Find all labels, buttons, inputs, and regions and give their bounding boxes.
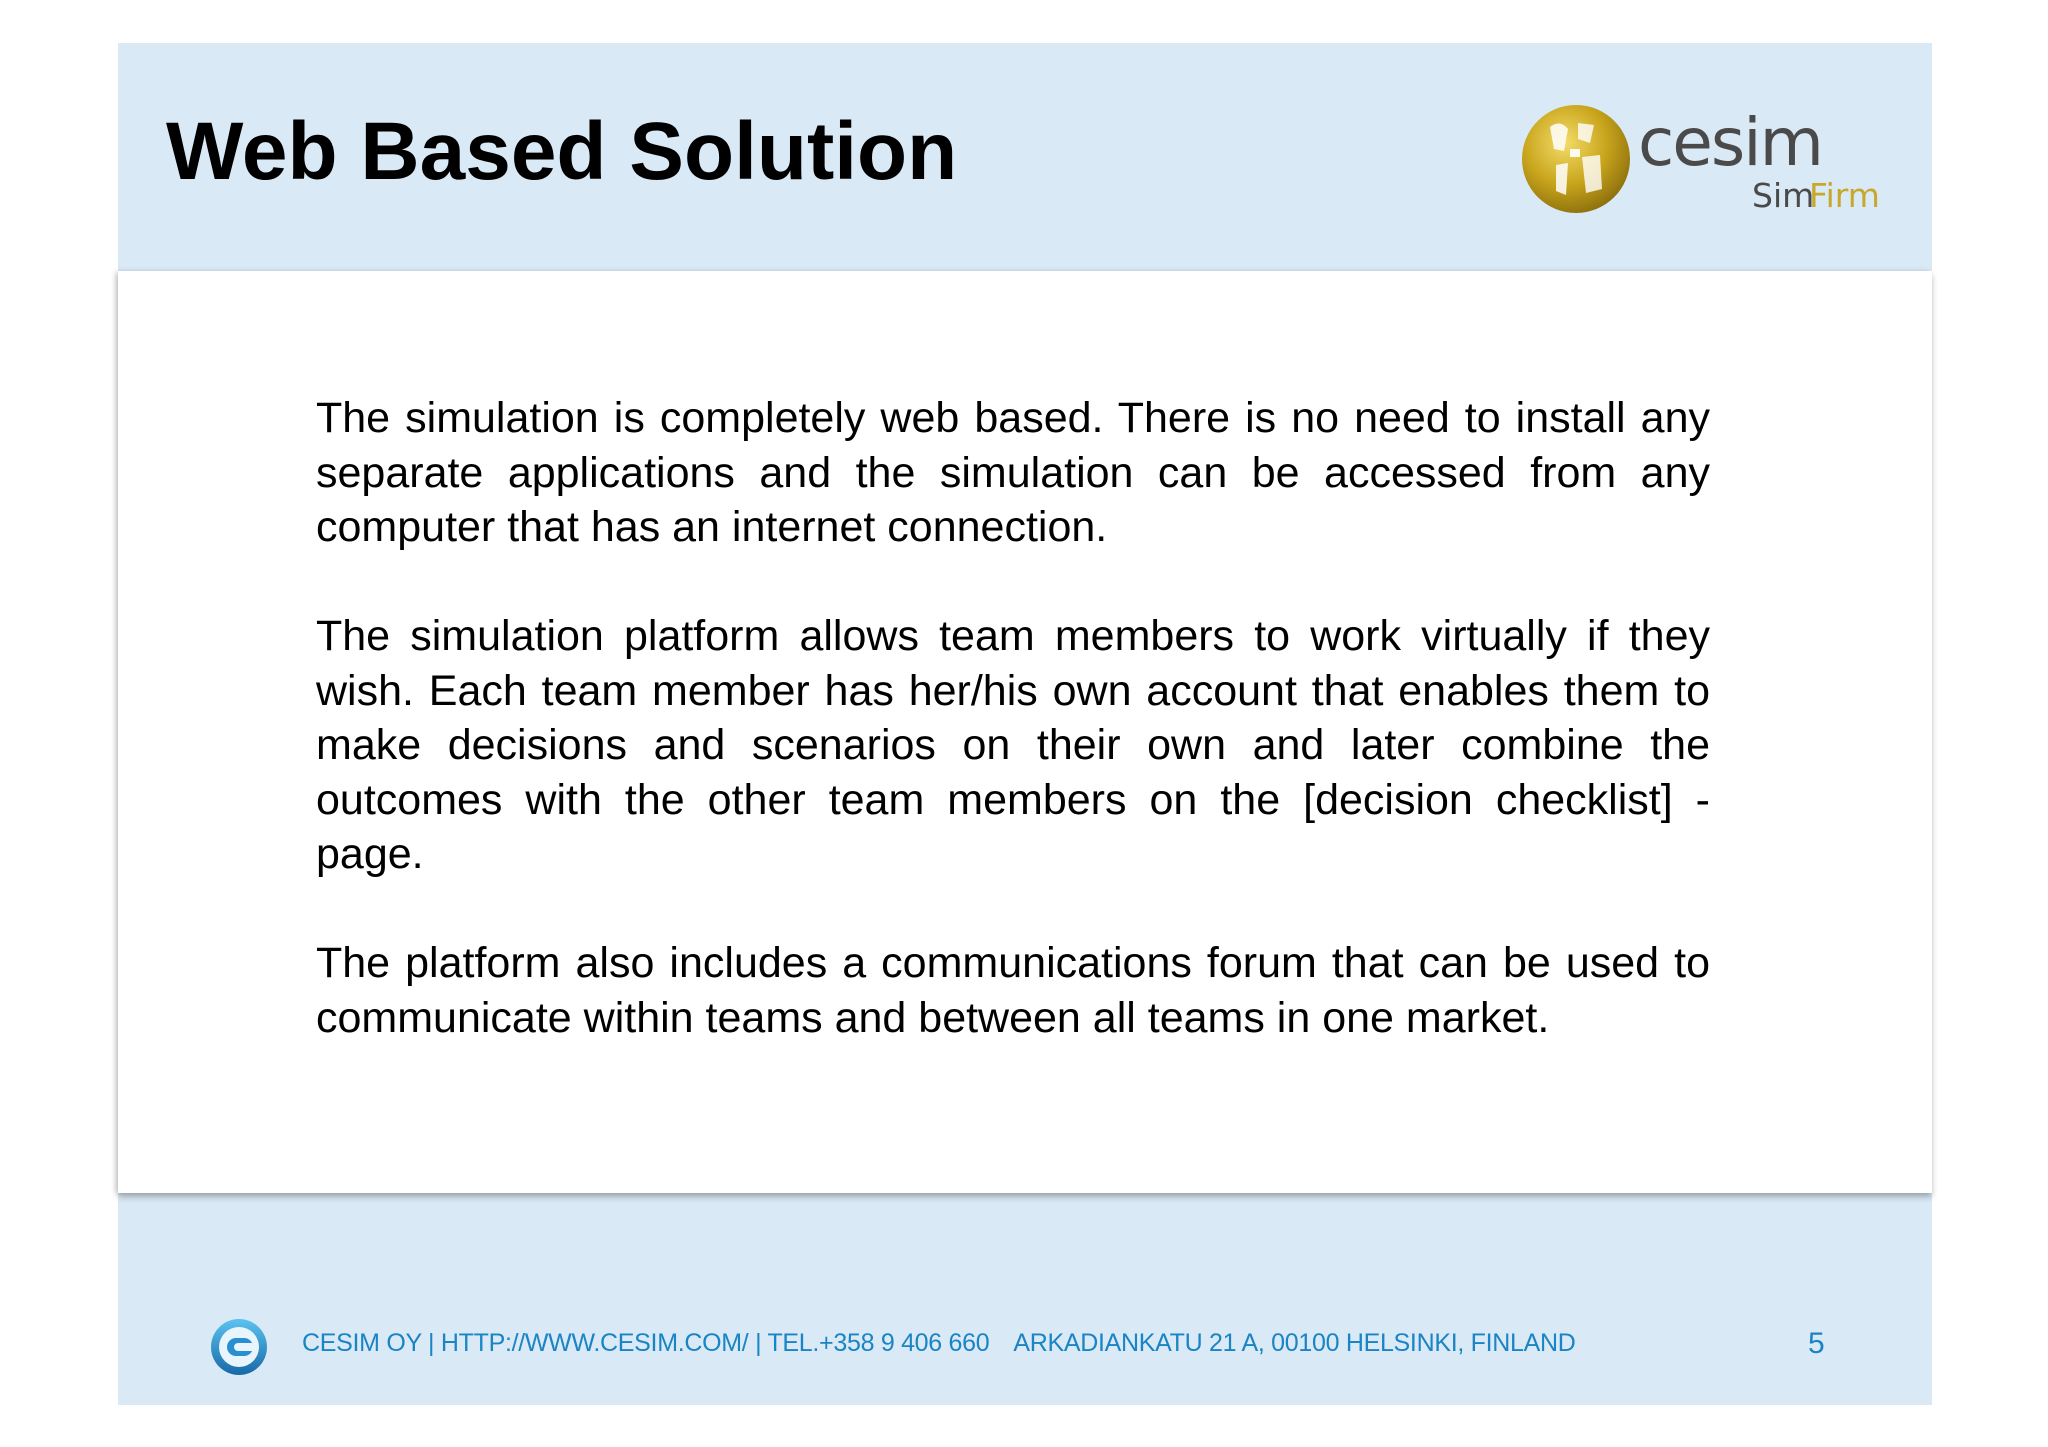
cesim-circle-logo-icon (210, 1318, 268, 1376)
paragraph-web-based: The simulation is completely web based. There is no need to install any separate applications and the simulation can be accessed from any computer that has an internet connection. (316, 394, 1710, 551)
slide-title: Web Based Solution (166, 106, 958, 197)
svg-text:Firm: Firm (1809, 176, 1880, 215)
cesim-globe-logo-icon (1522, 105, 1630, 213)
content-panel (118, 271, 1932, 1193)
page-number: 5 (1808, 1327, 1825, 1360)
footer-contact (302, 1329, 1576, 1358)
svg-text:Sim: Sim (1752, 176, 1815, 215)
svg-text:cesim: cesim (1638, 104, 1822, 181)
slide (118, 43, 1932, 1405)
body-text (316, 391, 1710, 1100)
footer-address: ARKADIANKATU 21 A, 00100 HELSINKI, FINLAND (1013, 1329, 1576, 1357)
cesim-simfirm-logo (1520, 99, 1900, 219)
footer-contact-info: CESIM OY | HTTP://WWW.CESIM.COM/ | TEL.+358 9 406 660 (302, 1329, 990, 1357)
paragraph-communications-forum: The platform also includes a communications forum that can be used to communicate within teams and between all teams in one market. (316, 939, 1710, 1042)
paragraph-virtual-teams: The simulation platform allows team members to work virtually if they wish. Each team member has her/his own account that enables them to make decisions and scenarios on their own and later combine the outcomes with the other team members on the [decision checklist] - page. (316, 612, 1710, 878)
